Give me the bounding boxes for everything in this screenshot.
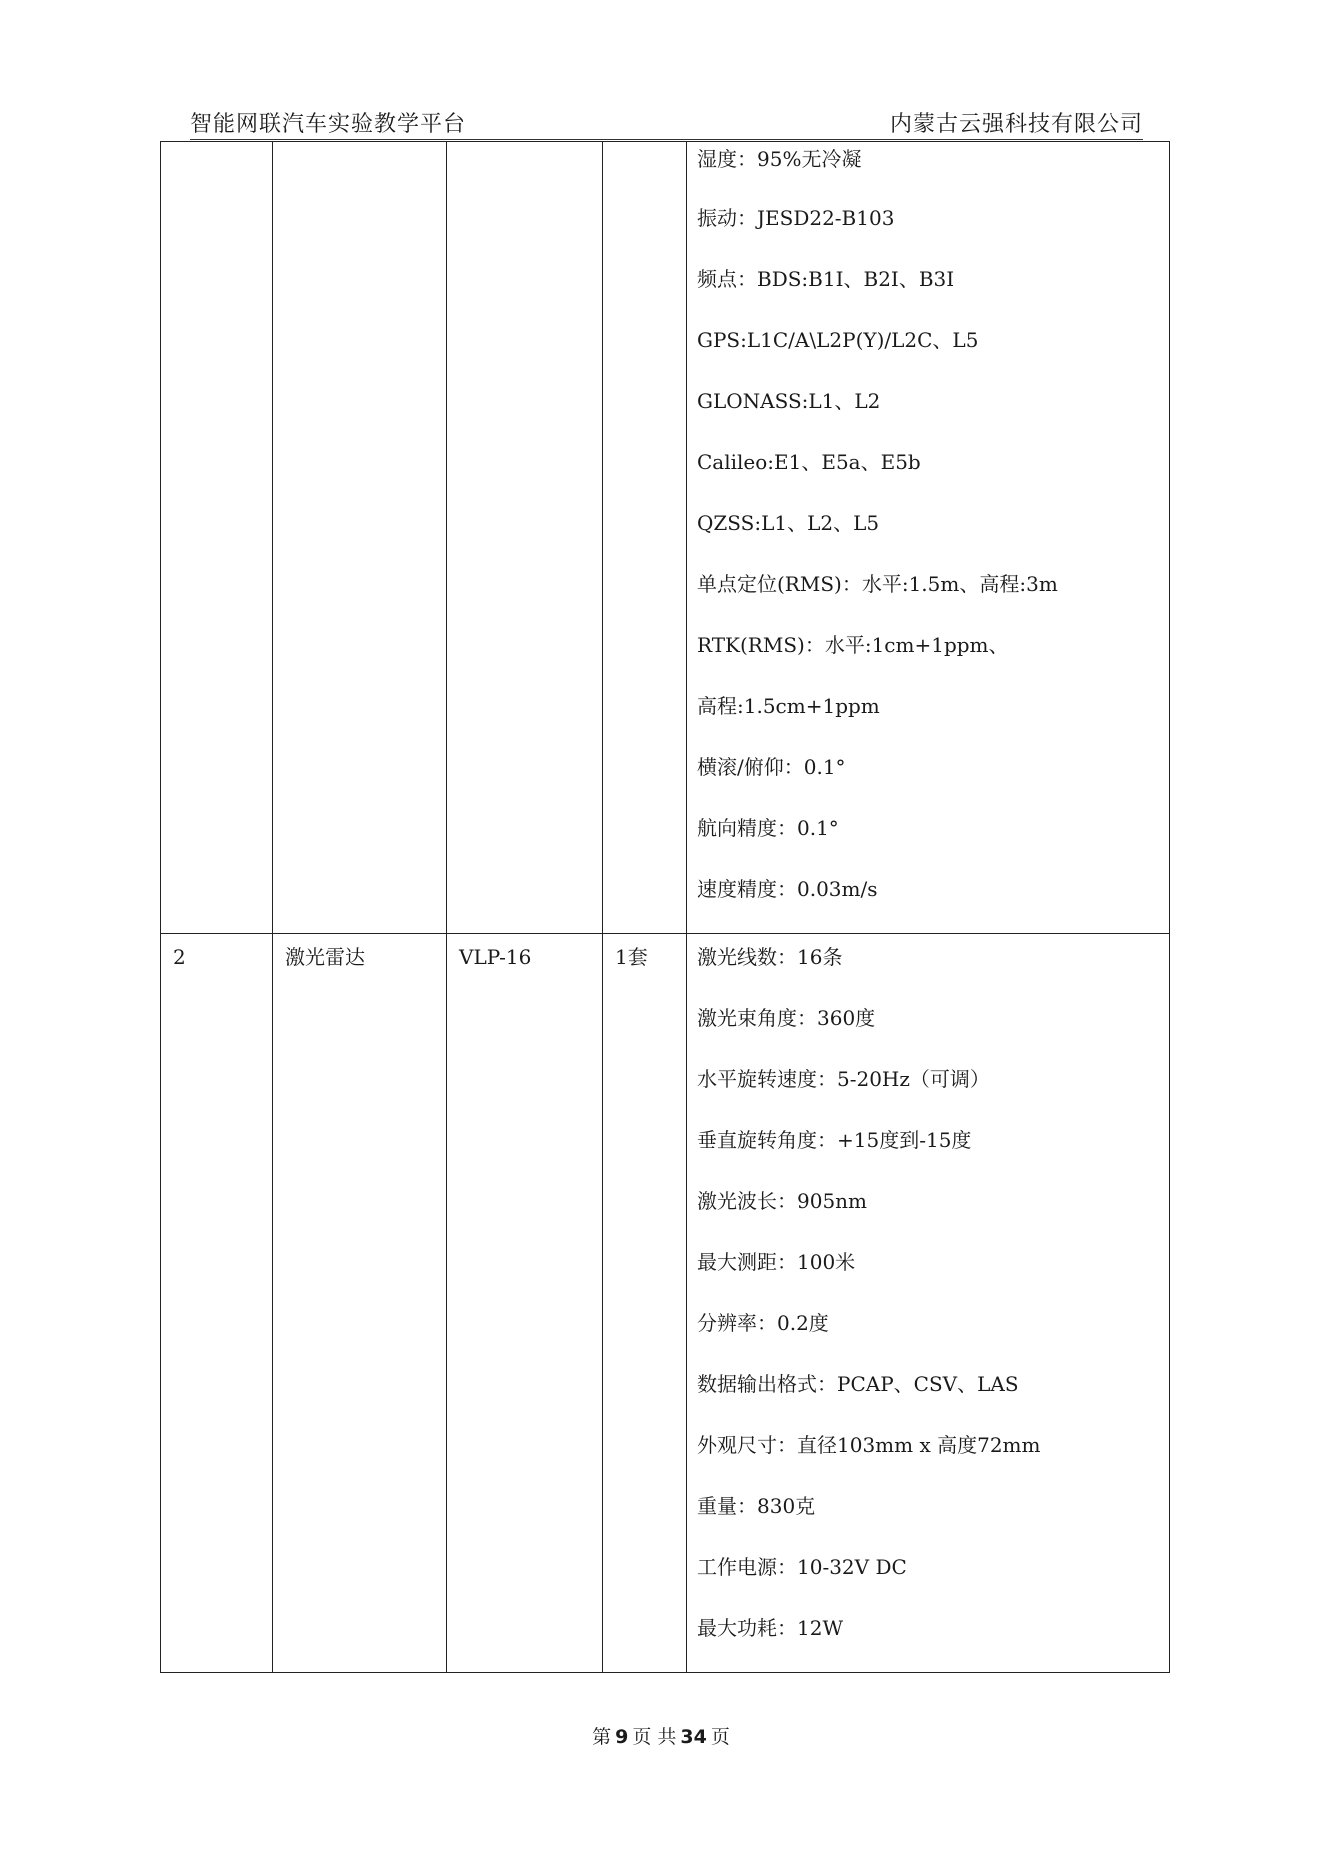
cell-quantity — [603, 142, 687, 934]
spec-line: 分辨率：0.2度 — [697, 1311, 829, 1335]
footer-prefix: 第 — [592, 1726, 612, 1748]
current-page-number: 9 — [615, 1726, 629, 1748]
spec-list — [687, 934, 1169, 1672]
spec-line: 最大功耗：12W — [697, 1616, 844, 1640]
spec-line: 数据输出格式：PCAP、CSV、LAS — [697, 1372, 1019, 1396]
spec-line: 横滚/俯仰：0.1° — [697, 755, 846, 779]
cell-model — [447, 142, 603, 934]
spec-line: 振动：JESD22-B103 — [697, 206, 895, 230]
spec-line: 高程:1.5cm+1ppm — [697, 694, 880, 718]
cell-index — [161, 142, 273, 934]
header-company: 内蒙古云强科技有限公司 — [889, 112, 1143, 137]
spec-line: 激光束角度：360度 — [697, 1006, 876, 1030]
spec-line: QZSS:L1、L2、L5 — [697, 511, 880, 535]
spec-line: 单点定位(RMS)：水平:1.5m、高程:3m — [697, 572, 1058, 596]
footer-suffix: 页 — [710, 1726, 730, 1748]
spec-line: 湿度：95%无冷凝 — [697, 147, 862, 171]
page-header — [190, 103, 1143, 140]
spec-line: 激光线数：16条 — [697, 945, 843, 969]
spec-line: 频点：BDS:B1I、B2I、B3I — [697, 267, 955, 291]
total-page-number: 34 — [680, 1726, 707, 1748]
spec-line: Calileo:E1、E5a、E5b — [697, 450, 921, 474]
table-row — [161, 934, 1170, 1673]
cell-name: 激光雷达 — [273, 934, 447, 1673]
cell-specs — [687, 142, 1170, 934]
footer-middle: 页 共 — [632, 1726, 677, 1748]
page-footer — [0, 1722, 1322, 1749]
spec-list — [687, 142, 1169, 933]
spec-line: 外观尺寸：直径103mm x 高度72mm — [697, 1433, 1041, 1457]
equipment-spec-table — [160, 141, 1170, 1673]
spec-line: 垂直旋转角度：+15度到-15度 — [697, 1128, 972, 1152]
cell-index: 2 — [161, 934, 273, 1673]
spec-line: RTK(RMS)：水平:1cm+1ppm、 — [697, 633, 1009, 657]
header-title: 智能网联汽车实验教学平台 — [190, 112, 467, 137]
spec-line: 最大测距：100米 — [697, 1250, 856, 1274]
cell-name — [273, 142, 447, 934]
spec-line: 重量：830克 — [697, 1494, 816, 1518]
spec-line: 激光波长：905nm — [697, 1189, 868, 1213]
table-row — [161, 142, 1170, 934]
cell-model: VLP-16 — [447, 934, 603, 1673]
spec-line: 工作电源：10-32V DC — [697, 1555, 907, 1579]
spec-line: 速度精度：0.03m/s — [697, 877, 878, 901]
spec-line: GPS:L1C/A\L2P(Y)/L2C、L5 — [697, 328, 979, 352]
cell-quantity: 1套 — [603, 934, 687, 1673]
spec-line: 航向精度：0.1° — [697, 816, 839, 840]
cell-specs — [687, 934, 1170, 1673]
spec-line: GLONASS:L1、L2 — [697, 389, 881, 413]
spec-line: 水平旋转速度：5-20Hz（可调） — [697, 1067, 990, 1091]
